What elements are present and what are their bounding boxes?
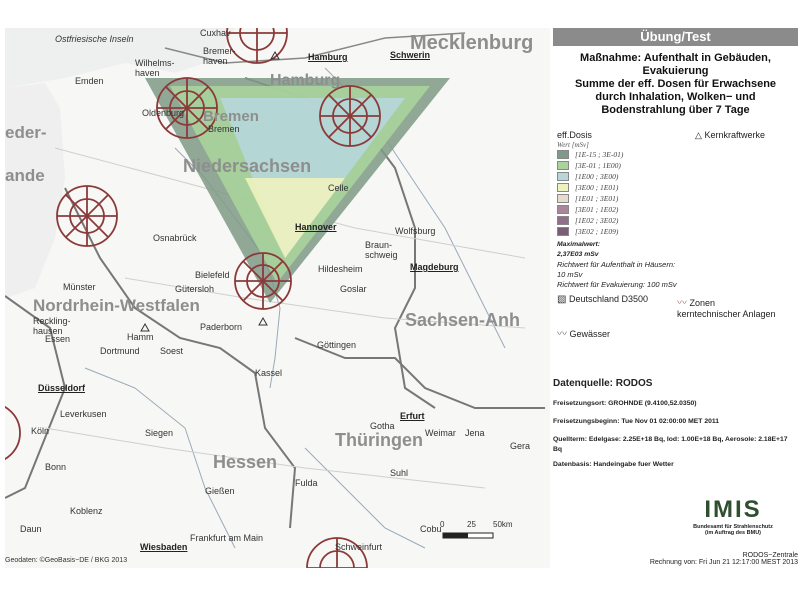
kkw-icon: △: [695, 130, 702, 140]
legend-swatch: [557, 150, 569, 159]
legend-class-row: [557, 149, 795, 160]
city-label: Köln: [31, 426, 50, 436]
region-label: eder-: [5, 123, 47, 142]
city-label: Jena: [465, 428, 485, 438]
legend-range: [1E01 ; 3E01): [575, 194, 619, 203]
zone-circle: [235, 253, 291, 309]
city-label: Frankfurt am Main: [190, 533, 264, 543]
legend-range: [1E00 ; 3E00): [575, 172, 619, 181]
map-title-line: Summe der eff. Dosen für Erwachsene: [574, 78, 777, 90]
city-label: Münster: [63, 282, 96, 292]
city-label: Hamburg: [308, 52, 348, 62]
city-label: Soest: [160, 346, 184, 356]
legend-panel: [553, 28, 798, 568]
kkw-marker: [141, 324, 149, 331]
region-label: Hessen: [213, 452, 278, 472]
legend-class-row: [557, 193, 795, 204]
legend-range: [3E-01 ; 1E00): [575, 161, 621, 170]
map-title-line: Bodenstrahlung über 7 Tage: [601, 104, 750, 116]
city-label: Hildesheim: [318, 264, 363, 274]
map-title-line: Evakuierung: [642, 65, 709, 77]
legend-class-row: [557, 171, 795, 182]
city-label: Cuxhav: [200, 28, 231, 38]
city-label: Fulda: [295, 478, 318, 488]
deutschland-label: Deutschland D3500: [568, 294, 649, 304]
legend-class-row: [557, 226, 795, 237]
legend-swatch: [557, 216, 569, 225]
scale-label: 25: [467, 520, 476, 529]
city-label: Bremen: [208, 124, 240, 134]
legend-range: [3E02 ; 1E09): [575, 227, 619, 236]
city-label: Hamm: [127, 332, 154, 342]
imis-logo: IMIS: [704, 496, 762, 523]
zone-circle: [57, 186, 117, 246]
kkw-label: Kernkraftwerke: [704, 130, 765, 140]
city-label: Ostfriesische Inseln: [55, 34, 134, 44]
city-label: Weimar: [425, 428, 456, 438]
legend-class-row: [557, 182, 795, 193]
legend-block: [557, 130, 795, 340]
logo-line2: (im Auftrag des BMU): [704, 530, 762, 536]
legend-range: [3E01 ; 1E02): [575, 205, 619, 214]
city-label: Goslar: [340, 284, 367, 294]
zone-circle: [320, 86, 380, 146]
source-beginn: Freisetzungsbeginn: Tue Nov 01 02:00:00 MET 2011: [553, 418, 720, 425]
source-ort: Freisetzungsort: GROHNDE (9.4100,52.0350): [553, 400, 697, 407]
region-label: Mecklenburg: [410, 32, 534, 54]
footer-right: [650, 552, 798, 566]
source-datenbasis: Datenbasis: Handeingabe fuer Wetter: [553, 461, 674, 468]
legend-classes: [557, 149, 795, 237]
city-label: Paderborn: [200, 322, 243, 332]
region-label: Bremen: [203, 108, 259, 125]
city-label: Wilhelms- haven: [135, 58, 175, 78]
region-label: Hamburg: [270, 72, 341, 89]
water-icon: 〰: [557, 329, 567, 340]
legend-range: [1E02 ; 3E02): [575, 216, 619, 225]
city-label: Gießen: [205, 486, 235, 496]
scale-label: 0: [440, 520, 445, 529]
legend-swatch: [557, 205, 569, 214]
logo-line1: Bundesamt für Strahlenschutz: [693, 524, 773, 530]
city-label: Osnabrück: [153, 233, 197, 243]
city-label: Bremer- haven: [203, 46, 236, 66]
city-label: Bielefeld: [195, 270, 230, 280]
city-label: Koblenz: [70, 506, 103, 516]
city-label: Wolfsburg: [395, 226, 436, 236]
city-label: Braun- schweig: [365, 240, 398, 260]
map-title-line: durch Inhalation, Wolken− und: [595, 91, 756, 103]
zonen-line2: kerntechnischer Anlagen: [677, 309, 776, 319]
region-label: Sachsen-Anh: [405, 310, 521, 330]
city-label: Wiesbaden: [140, 542, 188, 552]
city-label: Erfurt: [400, 411, 425, 421]
geodaten-credit: Geodaten: ©GeoBasis−DE / BKG 2013: [5, 557, 128, 564]
scale-bar-fill: [443, 533, 468, 538]
city-label: Gotha: [370, 421, 395, 431]
city-label: Daun: [20, 524, 42, 534]
region-label: Nordrhein-Westfalen: [33, 296, 200, 315]
city-label: Gütersloh: [175, 284, 215, 294]
city-label: Schweinfurt: [335, 542, 383, 552]
river: [305, 448, 425, 548]
legend-range: [3E00 ; 1E01): [575, 183, 619, 192]
neighbor-country: [5, 83, 65, 298]
zentrale-label: RODOS−Zentrale: [742, 552, 798, 559]
city-label: Emden: [75, 76, 104, 86]
city-label: Dortmund: [100, 346, 140, 356]
source-quellterm: Quellterm: Edelgase: 2.25E+18 Bq, Iod: 1.00E+18 Bq, Aerosole: 2.18E+17 Bq: [553, 436, 788, 453]
legend-swatch: [557, 183, 569, 192]
region-label: Thüringen: [335, 430, 423, 450]
city-label: Bonn: [45, 462, 67, 472]
gewaesser-label: Gewässer: [569, 329, 611, 339]
legend-class-row: [557, 204, 795, 215]
city-label: Gera: [510, 441, 531, 451]
city-label: Göttingen: [317, 340, 357, 350]
unit-label: Wert [mSv]: [557, 141, 589, 149]
kkw-marker: [259, 318, 267, 325]
zone-icon: 〰: [677, 298, 687, 309]
city-label: Essen: [45, 334, 71, 344]
legend-swatch: [557, 194, 569, 203]
city-label: Kassel: [255, 368, 283, 378]
legend-swatch: [557, 172, 569, 181]
scale-label: 50km: [493, 520, 513, 529]
zonen-line1: Zonen: [689, 298, 716, 308]
logo-block: [673, 496, 793, 536]
richtwert-haeuser-value: 10 mSv: [557, 270, 583, 279]
city-label: Hannover: [295, 222, 337, 232]
source-title: Datenquelle: RODOS: [553, 378, 653, 389]
richtwert-evak: Richtwert für Evakuierung: 100 mSv: [557, 280, 677, 289]
dose-label: eff.Dosis: [557, 130, 592, 140]
city-label: Reckling- hausen: [33, 316, 71, 336]
city-label: Düsseldorf: [38, 383, 86, 393]
legend-class-row: [557, 160, 795, 171]
zone-circle: [5, 403, 20, 463]
legend-class-row: [557, 215, 795, 226]
max-label: Maximalwert:: [557, 241, 601, 248]
city-label: Magdeburg: [410, 262, 459, 272]
city-label: Leverkusen: [60, 409, 107, 419]
city-label: Siegen: [145, 428, 174, 438]
map-view[interactable]: [5, 28, 550, 568]
city-label: Cobu: [420, 524, 442, 534]
legend-range: [1E-15 ; 3E-01): [575, 150, 624, 159]
city-label: Suhl: [390, 468, 409, 478]
city-label: Celle: [328, 183, 349, 193]
source-block: [553, 378, 798, 470]
legend-swatch: [557, 227, 569, 236]
max-value: 2,37E03 mSv: [557, 251, 599, 258]
region-label: Niedersachsen: [183, 156, 312, 176]
legend-swatch: [557, 161, 569, 170]
richtwert-haeuser: Richtwert für Aufenthalt in Häusern:: [557, 260, 676, 269]
header-title: Übung/Test: [553, 28, 798, 46]
city-label: Schwerin: [390, 50, 431, 60]
map-title-line: Maßnahme: Aufenthalt in Gebäuden,: [580, 52, 771, 64]
map-title: [553, 52, 798, 117]
hatch-icon: ▧: [557, 294, 567, 305]
region-label: ande: [5, 166, 45, 185]
city-label: Oldenburg: [142, 108, 185, 118]
rechnung-label: Rechnung von: Fri Jun 21 12:17:00 MEST 2013: [649, 559, 798, 566]
